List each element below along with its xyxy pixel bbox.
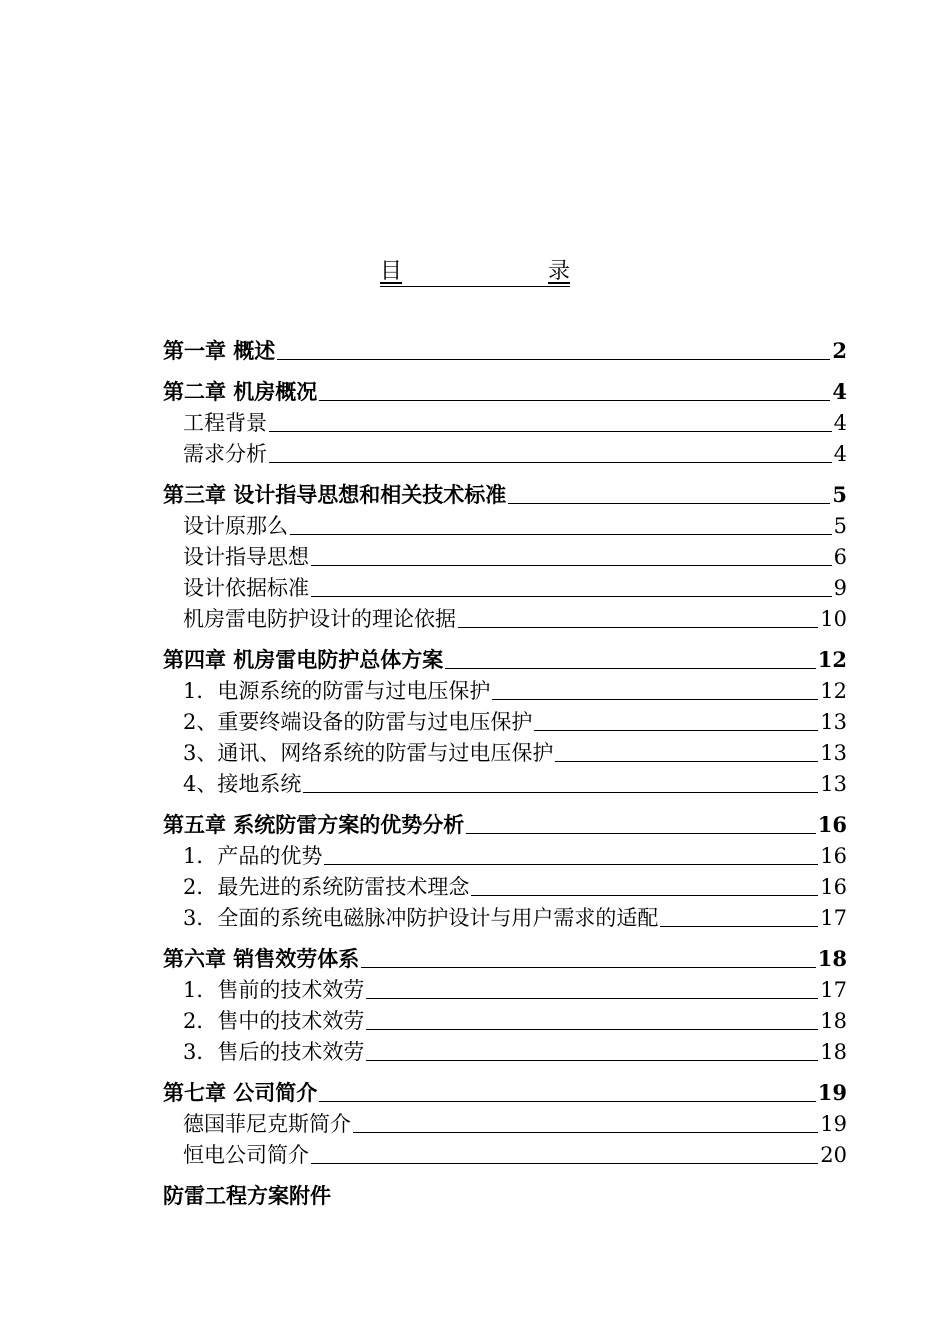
toc-entry-label: 1．产品的优势 xyxy=(183,844,323,868)
toc-entry-label: 设计依据标准 xyxy=(183,576,309,600)
toc-entry[interactable] xyxy=(163,1106,847,1137)
toc-entry-label: 2、重要终端设备的防雷与过电压保护 xyxy=(183,710,533,734)
toc-entry-label: 机房雷电防护设计的理论依据 xyxy=(183,607,456,631)
toc-entry[interactable] xyxy=(163,1178,847,1209)
toc-page-number: 17 xyxy=(820,978,847,1002)
toc-entry-label: 德国菲尼克斯简介 xyxy=(183,1112,351,1136)
toc-leader-line xyxy=(353,1131,818,1133)
toc-entry-label: 第五章 系统防雷方案的优势分析 xyxy=(163,812,465,837)
toc-entry[interactable] xyxy=(163,477,847,508)
toc-entry[interactable] xyxy=(163,941,847,972)
toc-page-number: 13 xyxy=(820,772,847,796)
toc-entry[interactable] xyxy=(163,838,847,869)
toc-title-left: 目 xyxy=(380,259,403,284)
toc-page-number: 18 xyxy=(817,946,847,971)
toc-entry-label: 1．售前的技术效劳 xyxy=(183,978,365,1002)
toc-entry[interactable] xyxy=(163,405,847,436)
toc-page-number: 13 xyxy=(820,741,847,765)
toc-leader-line xyxy=(660,925,818,927)
toc-entry[interactable] xyxy=(163,436,847,467)
toc-entry-label: 3．全面的系统电磁脉冲防护设计与用户需求的适配 xyxy=(183,906,659,930)
toc-entry-label: 2．最先进的系统防雷技术理念 xyxy=(183,875,470,899)
toc-entry[interactable] xyxy=(163,539,847,570)
toc-leader-line xyxy=(269,430,832,432)
toc-page-number: 12 xyxy=(820,679,847,703)
toc-entry[interactable] xyxy=(163,704,847,735)
toc-leader-line xyxy=(311,595,832,597)
toc-entry[interactable] xyxy=(163,972,847,1003)
toc-entry[interactable] xyxy=(163,735,847,766)
toc-page-number: 5 xyxy=(832,482,847,507)
toc-entry[interactable] xyxy=(163,869,847,900)
toc-title xyxy=(380,258,570,287)
toc-leader-line xyxy=(269,461,832,463)
toc-leader-line xyxy=(366,1028,818,1030)
toc-entry-label: 第六章 销售效劳体系 xyxy=(163,946,360,971)
toc-page-number: 4 xyxy=(833,411,847,435)
toc-leader-line xyxy=(324,863,818,865)
toc-leader-line xyxy=(290,533,832,535)
toc-leader-line xyxy=(508,502,830,504)
toc-entry-label: 第一章 概述 xyxy=(163,338,276,363)
toc-leader-line xyxy=(466,832,815,834)
toc-leader-line xyxy=(303,791,818,793)
toc-leader-line xyxy=(445,667,815,669)
toc-entry[interactable] xyxy=(163,673,847,704)
toc-entry-label: 2．售中的技术效劳 xyxy=(183,1009,365,1033)
toc-page-number: 12 xyxy=(817,647,847,672)
toc-leader-line xyxy=(555,760,818,762)
toc-entry[interactable] xyxy=(163,642,847,673)
toc-entry-label: 防雷工程方案附件 xyxy=(163,1183,331,1208)
toc-page-number: 16 xyxy=(820,844,847,868)
toc-entry-label: 需求分析 xyxy=(183,442,267,466)
toc-title-right: 录 xyxy=(547,259,570,284)
toc-page-number: 16 xyxy=(817,812,847,837)
toc-page-number: 4 xyxy=(832,379,847,404)
toc-entry[interactable] xyxy=(163,900,847,931)
toc-entry[interactable] xyxy=(163,570,847,601)
toc-entry-label: 工程背景 xyxy=(183,411,267,435)
toc-page-number: 18 xyxy=(820,1009,847,1033)
toc-page-number: 6 xyxy=(833,545,847,569)
toc-entry-label: 1．电源系统的防雷与过电压保护 xyxy=(183,679,491,703)
toc-entry[interactable] xyxy=(163,1137,847,1168)
toc-page-number: 13 xyxy=(820,710,847,734)
table-of-contents xyxy=(163,333,847,1209)
toc-entry[interactable] xyxy=(163,1075,847,1106)
toc-page-number: 19 xyxy=(820,1112,847,1136)
toc-entry[interactable] xyxy=(163,1034,847,1065)
toc-entry-label: 第二章 机房概况 xyxy=(163,379,318,404)
toc-entry-label: 4、接地系统 xyxy=(183,772,302,796)
toc-leader-line xyxy=(471,894,818,896)
toc-entry[interactable] xyxy=(163,1003,847,1034)
toc-leader-line xyxy=(361,966,815,968)
toc-entry[interactable] xyxy=(163,333,847,364)
toc-page-number: 19 xyxy=(817,1080,847,1105)
toc-page-number: 2 xyxy=(832,338,847,363)
toc-entry[interactable] xyxy=(163,374,847,405)
toc-entry-label: 第三章 设计指导思想和相关技术标准 xyxy=(163,482,507,507)
toc-page-number: 20 xyxy=(820,1143,847,1167)
toc-entry-label: 3、通讯、网络系统的防雷与过电压保护 xyxy=(183,741,554,765)
toc-page-number: 9 xyxy=(833,576,847,600)
toc-entry-label: 恒电公司简介 xyxy=(183,1143,309,1167)
toc-leader-line xyxy=(492,698,818,700)
toc-page-number: 10 xyxy=(820,607,847,631)
toc-leader-line xyxy=(311,564,832,566)
toc-page-number: 17 xyxy=(820,906,847,930)
toc-leader-line xyxy=(311,1162,818,1164)
toc-entry-label: 3．售后的技术效劳 xyxy=(183,1040,365,1064)
toc-entry[interactable] xyxy=(163,807,847,838)
toc-entry[interactable] xyxy=(163,766,847,797)
toc-entry-label: 第四章 机房雷电防护总体方案 xyxy=(163,647,444,672)
toc-page-number: 18 xyxy=(820,1040,847,1064)
toc-entry-label: 设计指导思想 xyxy=(183,545,309,569)
toc-entry[interactable] xyxy=(163,508,847,539)
toc-leader-line xyxy=(534,729,818,731)
toc-leader-line xyxy=(277,358,830,360)
toc-page-number: 5 xyxy=(833,514,847,538)
toc-entry-label: 第七章 公司简介 xyxy=(163,1080,318,1105)
toc-page-number: 16 xyxy=(820,875,847,899)
toc-leader-line xyxy=(366,1059,818,1061)
toc-leader-line xyxy=(319,1100,815,1102)
toc-leader-line xyxy=(458,626,818,628)
toc-entry-label: 设计原那么 xyxy=(183,514,288,538)
toc-page-number: 4 xyxy=(833,442,847,466)
toc-leader-line xyxy=(366,997,818,999)
toc-entry[interactable] xyxy=(163,601,847,632)
toc-leader-line xyxy=(319,399,830,401)
